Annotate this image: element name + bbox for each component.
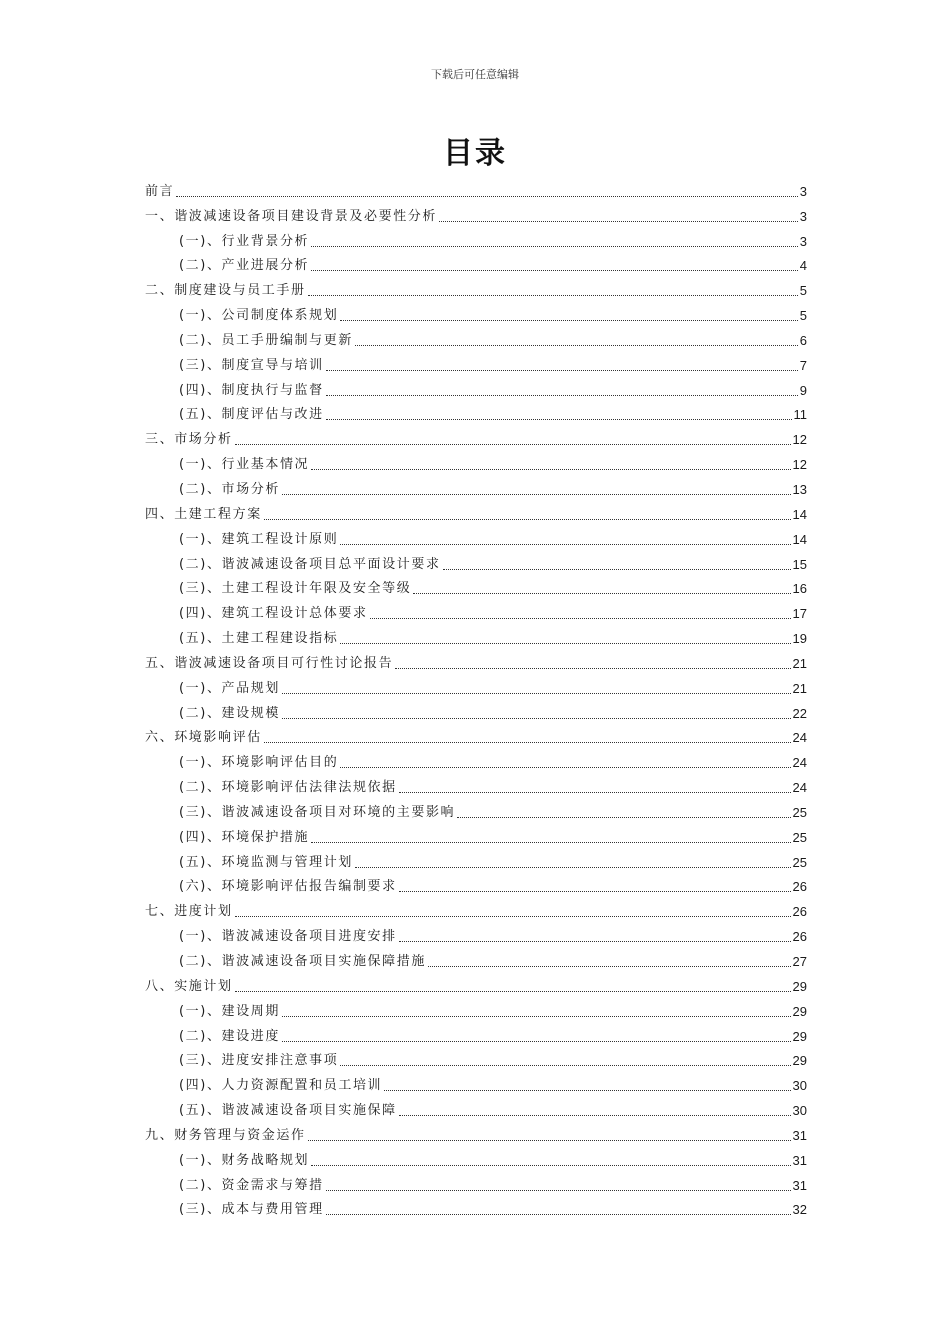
toc-dot-leader [326,1214,791,1215]
toc-entry[interactable] [145,349,807,374]
toc-entry-page: 31 [792,1127,807,1143]
toc-entry-label: (二)、产业进展分析 [179,258,310,274]
toc-entry-page: 3 [799,208,807,224]
toc-entry-label: 八、实施计划 [145,978,233,994]
toc-entry-page: 24 [792,780,807,796]
toc-dot-leader [384,1090,790,1091]
toc-entry-page: 22 [792,705,807,721]
toc-dot-leader [428,966,791,967]
toc-dot-leader [235,991,791,992]
toc-entry-page: 26 [792,929,807,945]
toc-entry[interactable] [145,1144,807,1169]
toc-dot-leader [282,1041,791,1042]
toc-entry-page: 5 [799,283,807,299]
toc-dot-leader [413,593,790,594]
toc-dot-leader [399,792,791,793]
toc-dot-leader [355,345,798,346]
toc-dot-leader [326,370,798,371]
toc-entry-label: (一)、公司制度体系规划 [179,308,339,324]
toc-dot-leader [282,718,791,719]
toc-dot-leader [235,444,791,445]
toc-dot-leader [326,395,798,396]
toc-entry-label: (四)、制度执行与监督 [179,382,324,398]
toc-entry[interactable] [145,374,807,399]
toc-entry-page: 24 [792,755,807,771]
toc-entry[interactable] [145,448,807,473]
toc-entry-page: 11 [793,407,807,423]
toc-entry[interactable] [145,1020,807,1045]
toc-dot-leader [282,494,791,495]
toc-entry-label: 四、土建工程方案 [145,506,262,522]
toc-dot-leader [457,817,790,818]
toc-entry-page: 25 [792,854,807,870]
toc-entry[interactable] [145,647,807,672]
toc-dot-leader [399,891,791,892]
toc-entry[interactable] [145,1094,807,1119]
toc-dot-leader [326,1190,791,1191]
toc-dot-leader [282,693,791,694]
toc-dot-leader [439,221,798,222]
toc-dot-leader [340,1065,790,1066]
toc-dot-leader [370,618,791,619]
toc-entry-label: (五)、环境监测与管理计划 [179,854,353,870]
toc-entry[interactable] [145,573,807,598]
toc-entry-page: 3 [799,183,807,199]
toc-entry-page: 19 [792,631,807,647]
toc-entry-page: 6 [799,332,807,348]
toc-dot-leader [282,1016,791,1017]
toc-entry[interactable] [145,697,807,722]
toc-entry-page: 13 [792,481,807,497]
toc-entry[interactable] [145,498,807,523]
toc-entry-label: (六)、环境影响评估报告编制要求 [179,879,397,895]
toc-entry-page: 25 [792,829,807,845]
toc-dot-leader [176,196,798,197]
toc-dot-leader [340,767,790,768]
table-of-contents [145,175,807,1218]
toc-entry-page: 17 [792,606,807,622]
toc-entry-page: 21 [792,655,807,671]
toc-entry[interactable] [145,796,807,821]
toc-entry-page: 7 [799,357,807,373]
toc-dot-leader [399,1115,791,1116]
toc-entry-label: (四)、建筑工程设计总体要求 [179,606,368,622]
toc-entry-page: 30 [792,1078,807,1094]
toc-entry-label: 三、市场分析 [145,432,233,448]
toc-entry-page: 5 [799,308,807,324]
toc-entry[interactable] [145,945,807,970]
toc-entry-label: (二)、环境影响评估法律法规依据 [179,780,397,796]
toc-entry-label: 前言 [145,183,175,199]
toc-entry-page: 4 [799,258,807,274]
toc-entry-page: 15 [792,556,807,572]
toc-entry-label: (二)、市场分析 [179,481,280,497]
toc-entry-page: 16 [792,581,807,597]
toc-entry-page: 3 [799,233,807,249]
toc-entry-label: (二)、谐波减速设备项目总平面设计要求 [179,556,441,572]
toc-entry[interactable] [145,274,807,299]
toc-entry-label: (一)、产品规划 [179,680,280,696]
toc-entry[interactable] [145,324,807,349]
toc-dot-leader [340,320,797,321]
toc-entry[interactable] [145,175,807,200]
toc-entry[interactable] [145,722,807,747]
toc-entry[interactable] [145,821,807,846]
toc-entry-page: 14 [792,531,807,547]
toc-entry-label: (二)、资金需求与筹措 [179,1177,324,1193]
toc-entry[interactable] [145,597,807,622]
toc-entry[interactable] [145,1194,807,1219]
toc-entry-label: 一、谐波减速设备项目建设背景及必要性分析 [145,208,438,224]
toc-dot-leader [311,246,798,247]
toc-dot-leader [399,941,791,942]
toc-dot-leader [311,469,790,470]
toc-dot-leader [308,295,798,296]
toc-dot-leader [326,419,792,420]
toc-entry-label: (三)、进度安排注意事项 [179,1053,339,1069]
toc-dot-leader [355,867,791,868]
toc-entry-label: (五)、土建工程建设指标 [179,631,339,647]
toc-entry-label: (四)、环境保护措施 [179,829,310,845]
toc-entry-label: (一)、建设周期 [179,1003,280,1019]
toc-entry[interactable] [145,622,807,647]
toc-entry-label: (四)、人力资源配置和员工培训 [179,1078,383,1094]
toc-entry-page: 12 [792,432,807,448]
toc-entry[interactable] [145,1045,807,1070]
toc-entry[interactable] [145,423,807,448]
toc-dot-leader [311,842,790,843]
toc-entry[interactable] [145,672,807,697]
toc-entry-label: 二、制度建设与员工手册 [145,283,306,299]
toc-entry-label: (三)、制度宣导与培训 [179,357,324,373]
toc-entry-label: (二)、员工手册编制与更新 [179,332,353,348]
toc-entry[interactable] [145,523,807,548]
toc-dot-leader [395,668,790,669]
toc-entry[interactable] [145,250,807,275]
toc-entry[interactable] [145,1169,807,1194]
toc-entry-page: 26 [792,904,807,920]
toc-entry[interactable] [145,399,807,424]
toc-entry-label: (二)、谐波减速设备项目实施保障措施 [179,954,426,969]
toc-entry-page: 29 [792,978,807,994]
toc-entry-label: (五)、谐波减速设备项目实施保障 [179,1103,397,1119]
toc-dot-leader [264,519,791,520]
toc-entry-page: 21 [792,680,807,696]
toc-entry[interactable] [145,895,807,920]
toc-entry-label: (三)、成本与费用管理 [179,1202,324,1218]
toc-dot-leader [311,270,798,271]
toc-dot-leader [443,569,791,570]
toc-entry-page: 29 [792,1003,807,1019]
toc-entry[interactable] [145,473,807,498]
toc-entry-label: (一)、财务战略规划 [179,1152,310,1168]
toc-dot-leader [264,742,791,743]
toc-dot-leader [311,1165,790,1166]
toc-entry-label: (二)、建设规模 [179,705,280,721]
toc-entry[interactable] [145,995,807,1020]
toc-entry[interactable] [145,970,807,995]
toc-entry-label: (一)、建筑工程设计原则 [179,531,339,547]
toc-entry[interactable] [145,920,807,945]
toc-entry-page: 32 [792,1202,807,1218]
toc-entry-page: 12 [792,457,807,473]
toc-entry-label: (三)、土建工程设计年限及安全等级 [179,581,412,597]
toc-entry-label: (一)、环境影响评估目的 [179,755,339,771]
toc-dot-leader [340,544,790,545]
toc-entry-label: (一)、行业基本情况 [179,457,310,473]
toc-entry[interactable] [145,200,807,225]
toc-entry-label: 五、谐波减速设备项目可行性讨论报告 [145,655,394,671]
toc-entry-page: 26 [792,879,807,895]
toc-entry-label: 七、进度计划 [145,904,233,920]
toc-entry-page: 24 [792,730,807,746]
toc-dot-leader [308,1140,791,1141]
toc-entry-page: 29 [792,1053,807,1069]
toc-entry[interactable] [145,846,807,871]
toc-entry[interactable] [145,1119,807,1144]
toc-entry-label: (二)、建设进度 [179,1028,280,1044]
toc-entry-label: (三)、谐波减速设备项目对环境的主要影响 [179,804,456,820]
toc-entry-page: 30 [792,1103,807,1119]
toc-entry[interactable] [145,1069,807,1094]
toc-entry-label: 九、财务管理与资金运作 [145,1127,306,1143]
toc-entry-page: 9 [799,382,807,398]
toc-entry-label: (一)、谐波减速设备项目进度安排 [179,929,397,945]
toc-entry-page: 27 [792,954,807,969]
toc-dot-leader [340,643,790,644]
toc-entry[interactable] [145,548,807,573]
toc-entry-label: (五)、制度评估与改进 [179,407,324,423]
toc-entry-page: 25 [792,804,807,820]
toc-entry[interactable] [145,871,807,896]
toc-entry[interactable] [145,771,807,796]
toc-entry[interactable] [145,746,807,771]
toc-entry-label: 六、环境影响评估 [145,730,262,746]
header-note: 下载后可任意编辑 [431,68,519,81]
toc-entry-page: 29 [792,1028,807,1044]
toc-entry-page: 31 [792,1152,807,1168]
toc-entry[interactable] [145,299,807,324]
toc-entry-page: 14 [792,506,807,522]
toc-entry[interactable] [145,225,807,250]
toc-entry-label: (一)、行业背景分析 [179,233,310,249]
toc-entry-page: 31 [792,1177,807,1193]
toc-dot-leader [235,916,791,917]
page-title: 目录 [443,136,507,171]
